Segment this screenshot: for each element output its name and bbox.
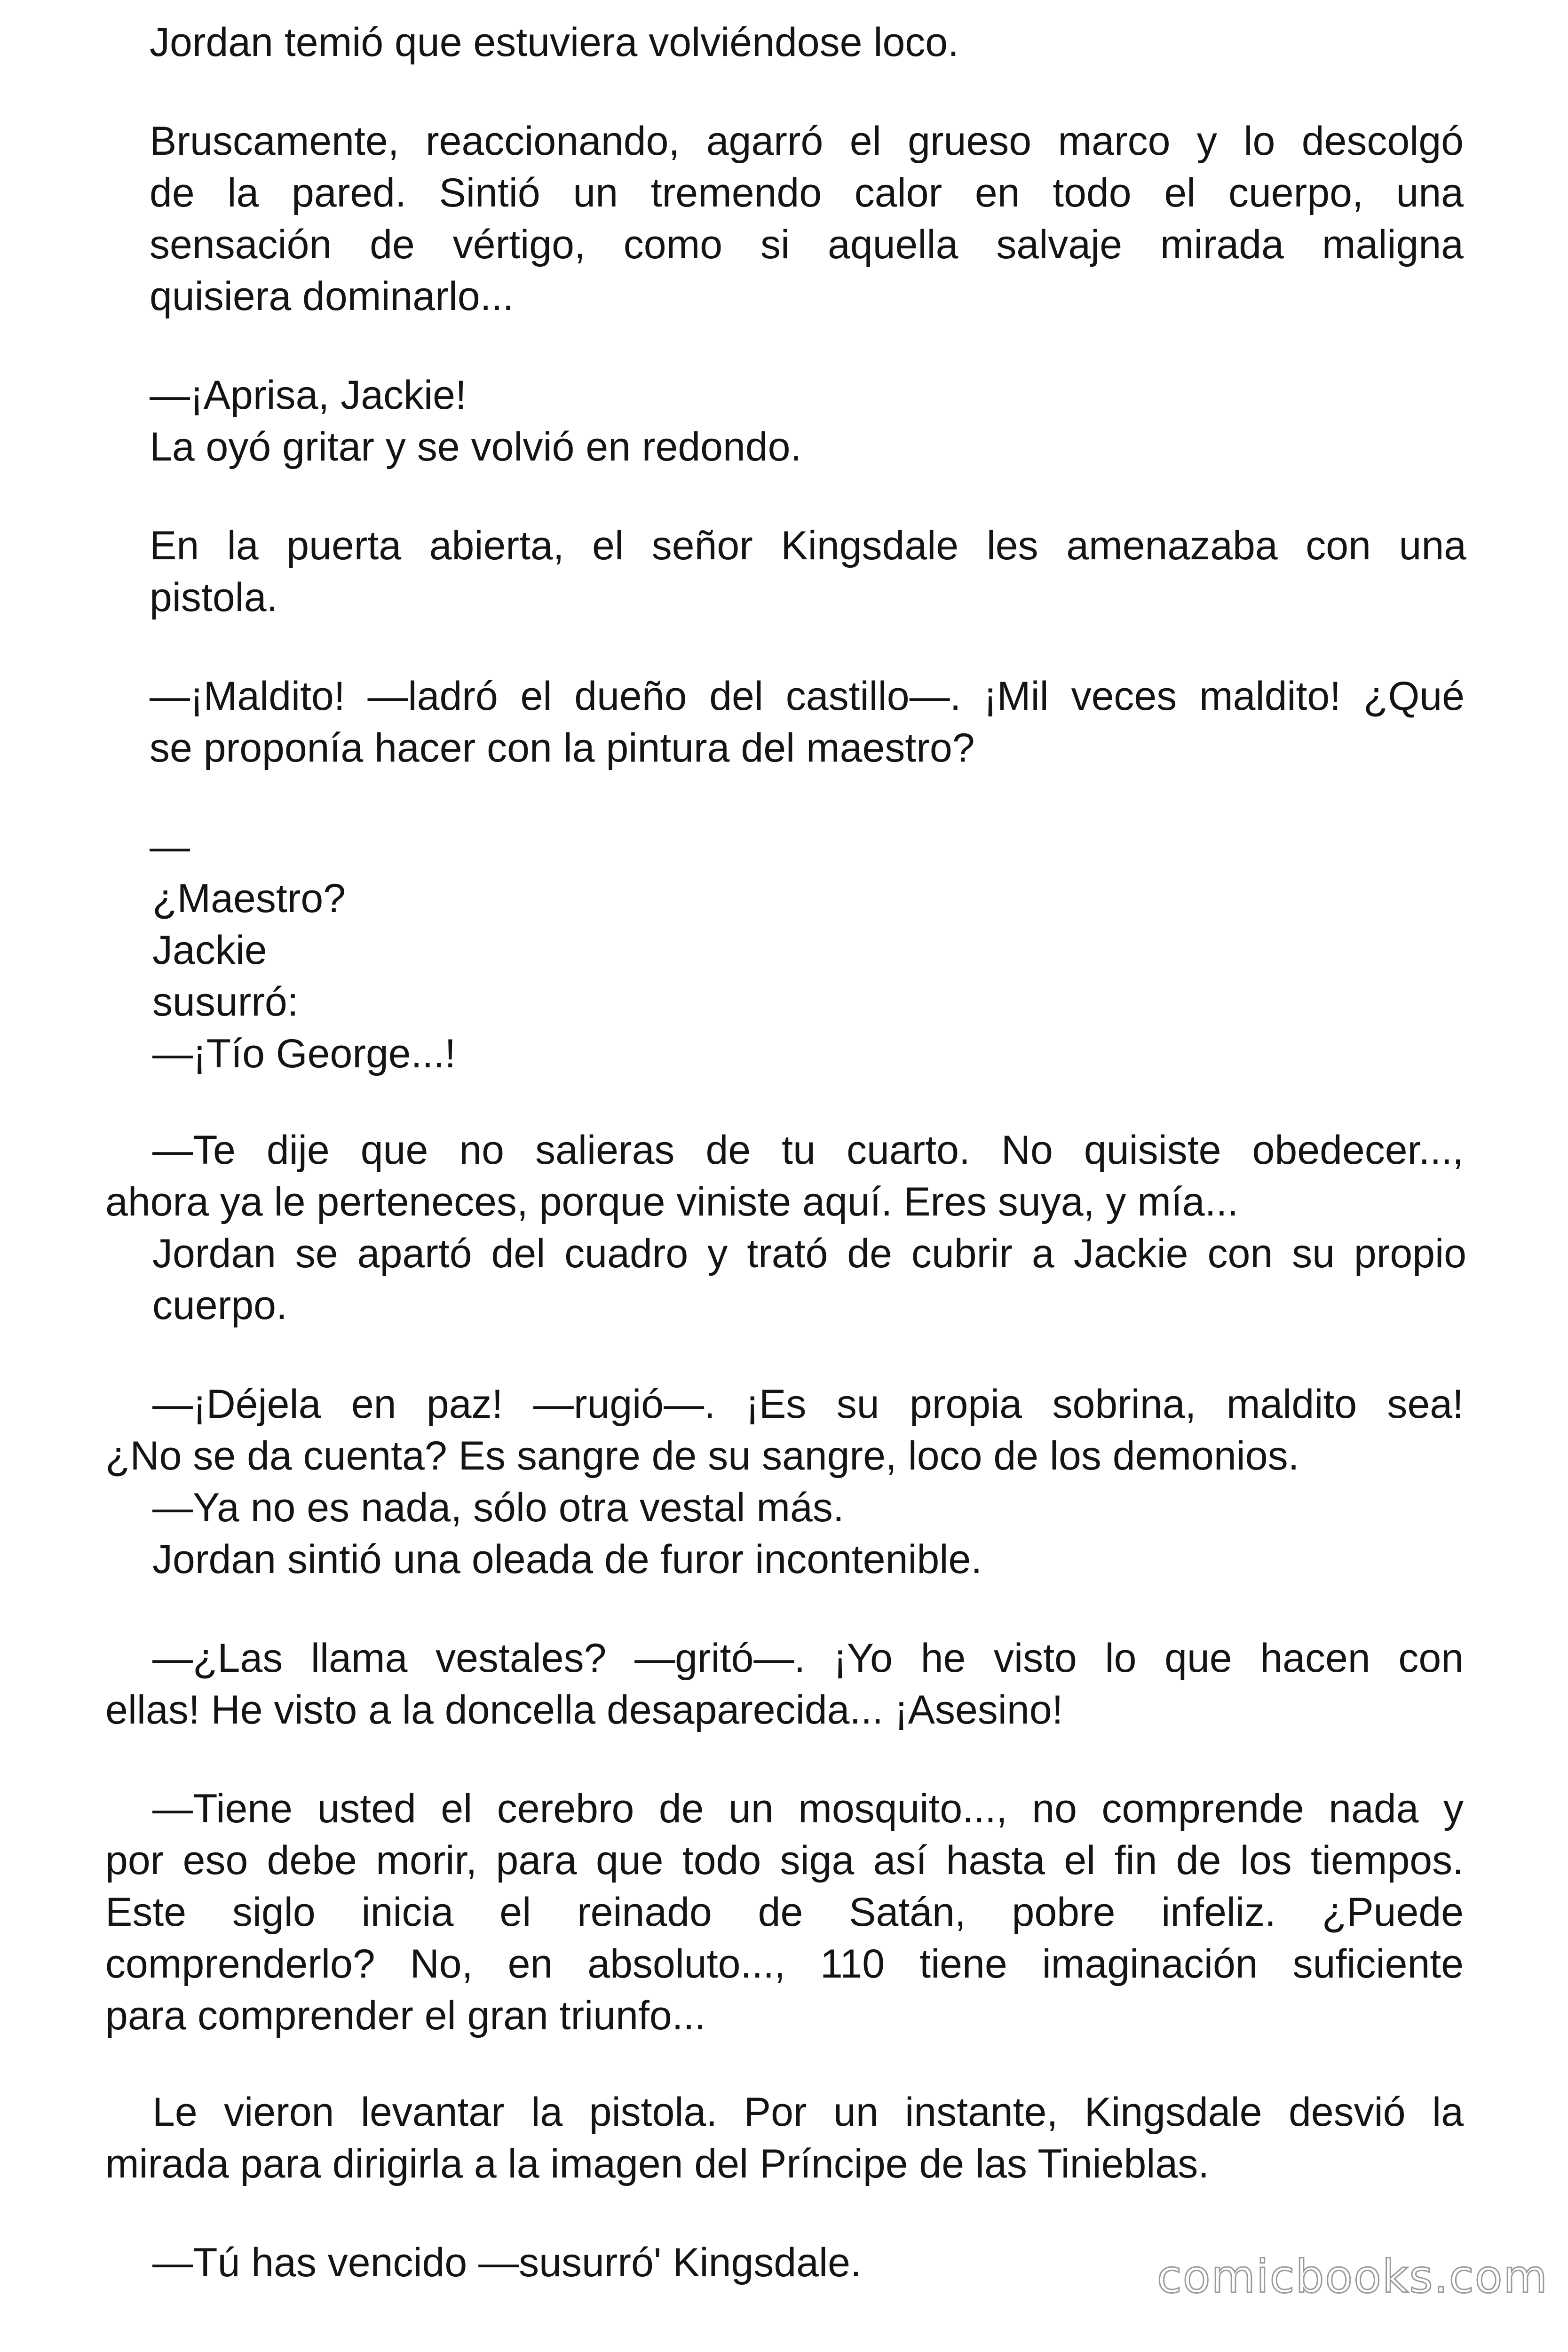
text-line: ahora ya le perteneces, porque viniste aquí. Eres suya, y mía...: [105, 1179, 1239, 1224]
text-line: ellas! He visto a la doncella desaparecida... ¡Asesino!: [105, 1687, 1063, 1732]
text-line: —¿Las llama vestales? —gritó—. ¡Yo he visto lo que hacen con: [152, 1636, 1464, 1681]
text-line: —¡Maldito! —ladró el dueño del castillo—. ¡Mil veces maldito! ¿Qué: [150, 674, 1465, 719]
text-line: —Ya no es nada, sólo otra vestal más.: [152, 1485, 844, 1530]
text-line: En la puerta abierta, el señor Kingsdale les amenazaba con una: [150, 523, 1466, 568]
text-line: sensación de vértigo, como si aquella salvaje mirada maligna: [150, 222, 1464, 267]
text-line: Jackie: [152, 928, 267, 973]
text-line: Jordan se apartó del cuadro y trató de cubrir a Jackie con su propio: [152, 1231, 1466, 1276]
text-line: de la pared. Sintió un tremendo calor en todo el cuerpo, una: [150, 170, 1464, 215]
text-line: —Tiene usted el cerebro de un mosquito..., no comprende nada y: [152, 1786, 1464, 1831]
text-line: susurró:: [152, 979, 299, 1025]
text-line: cuerpo.: [152, 1283, 287, 1328]
text-line: Jordan sintió una oleada de furor incontenible.: [152, 1537, 982, 1582]
text-line: —Tú has vencido —susurró' Kingsdale.: [152, 2240, 862, 2285]
text-line: —: [150, 824, 190, 869]
text-line: ¿Maestro?: [152, 876, 346, 921]
text-line: pistola.: [150, 575, 278, 620]
text-line: —¡Tío George...!: [152, 1031, 456, 1076]
text-line: Jordan temió que estuviera volviéndose loco.: [150, 20, 959, 65]
text-line: para comprender el gran triunfo...: [105, 1993, 706, 2038]
text-line: Este siglo inicia el reinado de Satán, pobre infeliz. ¿Puede: [105, 1890, 1464, 1935]
text-line: ¿No se da cuenta? Es sangre de su sangre, loco de los demonios.: [105, 1433, 1299, 1478]
text-line: comprenderlo? No, en absoluto..., 110 tiene imaginación suficiente: [105, 1941, 1464, 1986]
text-line: —Te dije que no salieras de tu cuarto. No quisiste obedecer...,: [152, 1128, 1464, 1173]
text-line: se proponía hacer con la pintura del maestro?: [150, 725, 975, 771]
text-line: Bruscamente, reaccionando, agarró el grueso marco y lo descolgó: [150, 119, 1464, 164]
text-line: La oyó gritar y se volvió en redondo.: [150, 424, 802, 469]
watermark: comicbooks.com: [1157, 2250, 1549, 2303]
text-line: quisiera dominarlo...: [150, 274, 514, 319]
text-line: —¡Déjela en paz! —rugió—. ¡Es su propia sobrina, maldito sea!: [152, 1382, 1464, 1427]
text-line: mirada para dirigirla a la imagen del Príncipe de las Tinieblas.: [105, 2141, 1210, 2186]
text-line: —¡Aprisa, Jackie!: [150, 373, 467, 418]
text-line: Le vieron levantar la pistola. Por un instante, Kingsdale desvió la: [152, 2090, 1464, 2135]
text-line: por eso debe morir, para que todo siga así hasta el fin de los tiempos.: [105, 1838, 1464, 1883]
